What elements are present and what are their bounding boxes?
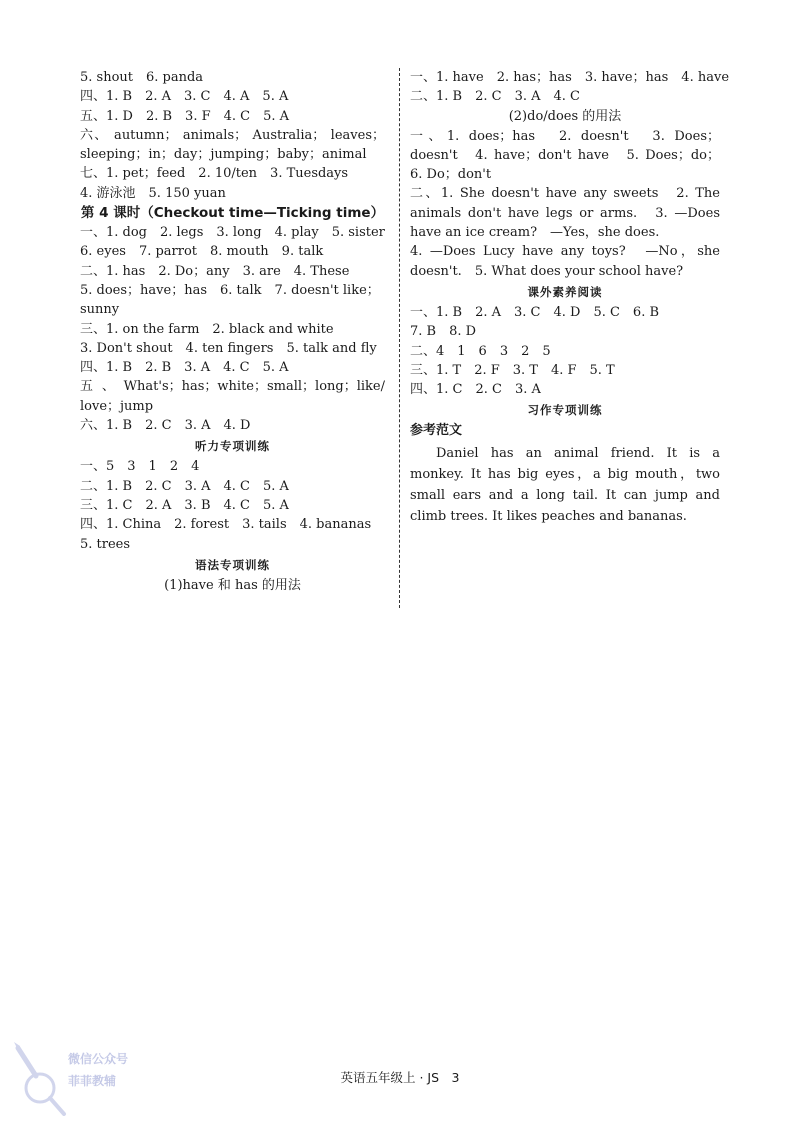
answer-line: animals don't have legs or arms. 3. —Does	[410, 205, 720, 221]
column-divider	[399, 68, 400, 608]
answer-line: 二、1. She doesn't have any sweets 2. The	[410, 186, 720, 202]
reference-essay	[410, 443, 720, 527]
answer-line: 六、1. B 2. C 3. A 4. D	[80, 418, 251, 434]
answer-line: 五、1. D 2. B 3. F 4. C 5. A	[80, 108, 290, 124]
answer-line: 4. 游泳池 5. 150 yuan	[80, 185, 226, 201]
answer-line: 四、1. China 2. forest 3. tails 4. bananas	[80, 517, 372, 533]
left-column	[80, 68, 385, 596]
lesson4-answers	[80, 223, 385, 435]
have-has-answers	[410, 68, 730, 107]
do-does-answers	[410, 127, 720, 281]
answer-line: 三、1. C 2. A 3. B 4. C 5. A	[80, 497, 289, 513]
watermark-line1: 微信公众号	[68, 1052, 129, 1066]
answer-line: 二、1. B 2. C 3. A 4. C	[410, 89, 580, 105]
answer-line: sleeping；in；day；jumping；baby；animal	[80, 147, 367, 163]
grammar-section-title: 语法专项训练	[195, 557, 270, 572]
answer-line: 三、1. T 2. F 3. T 4. F 5. T	[410, 362, 615, 378]
answer-line: 一、1. dog 2. legs 3. long 4. play 5. sister	[80, 225, 385, 241]
answer-line: doesn't 4. have；don't have 5. Does；do；	[410, 147, 720, 163]
left-answers	[80, 68, 385, 203]
answer-line: 二、4 1 6 3 2 5	[410, 343, 551, 359]
answer-line: 5. does；have；has 6. talk 7. doesn't like；	[80, 282, 380, 298]
answer-line: 6. eyes 7. parrot 8. mouth 9. talk	[80, 244, 324, 260]
answer-line: 四、1. B 2. A 3. C 4. A 5. A	[80, 89, 289, 105]
answer-line: 5. shout 6. panda	[80, 70, 204, 85]
essay-text: Daniel has an animal friend. It is a monkey. It has big eyes，a big mouth，two small ears and a long tail. It can jump and climb trees. It likes peaches and bananas.	[410, 446, 720, 525]
magnifier-pencil-icon	[10, 1040, 70, 1120]
answer-line: 5. trees	[80, 536, 131, 552]
answer-line: 三、1. on the farm 2. black and white	[80, 321, 334, 337]
writing-section-title: 习作专项训练	[527, 403, 603, 418]
grammar-subtitle-have-has: (1)have 和 has 的用法	[164, 577, 301, 593]
answer-line: 二、1. has 2. Do；any 3. are 4. These	[80, 263, 350, 279]
answer-line: 4. —Does Lucy have any toys? —No，she	[410, 244, 720, 260]
answer-line: 四、1. B 2. B 3. A 4. C 5. A	[80, 360, 289, 376]
answer-line: 一、1. B 2. A 3. C 4. D 5. C 6. B	[410, 304, 660, 320]
answer-line: 7. B 8. D	[410, 324, 477, 340]
listening-answers	[80, 457, 385, 553]
answer-line: 一、5 3 1 2 4	[80, 459, 200, 475]
answer-line: have an ice cream? —Yes，she does.	[410, 225, 660, 241]
listening-section-title: 听力专项训练	[195, 439, 270, 454]
answer-line: 二、1. B 2. C 3. A 4. C 5. A	[80, 478, 289, 494]
answer-line: 六、 autumn； animals； Australia； leaves；	[80, 127, 385, 143]
right-column	[410, 68, 730, 527]
answer-line: 七、1. pet；feed 2. 10/ten 3. Tuesdays	[80, 166, 349, 182]
lesson4-title: 第 4 课时（Checkout time—Ticking time）	[80, 205, 385, 222]
reading-answers	[410, 303, 720, 399]
answer-line: 6. Do；don't	[410, 167, 492, 183]
watermark	[10, 1040, 140, 1120]
reference-essay-heading: 参考范文	[410, 423, 463, 439]
answer-line: 一、1. does；has 2. doesn't 3. Does；	[410, 128, 720, 144]
reading-section-title: 课外素养阅读	[527, 284, 603, 299]
answer-line: 一、1. have 2. has；has 3. have；has 4. have	[410, 70, 730, 85]
answer-line: 五、What's；has；white；small；long；like/	[80, 379, 385, 395]
answer-line: 3. Don't shout 4. ten fingers 5. talk and fly	[80, 340, 377, 356]
grammar-subtitle-do-does: (2)do/does 的用法	[508, 108, 622, 124]
watermark-line2: 菲菲教辅	[68, 1074, 117, 1088]
answer-line: 四、1. C 2. C 3. A	[410, 382, 541, 398]
page-footer: 英语五年级上 · JS 3	[340, 1070, 460, 1085]
answer-line: sunny	[80, 302, 120, 318]
answer-line: love；jump	[80, 398, 154, 414]
answer-line: doesn't. 5. What does your school have?	[410, 263, 684, 279]
